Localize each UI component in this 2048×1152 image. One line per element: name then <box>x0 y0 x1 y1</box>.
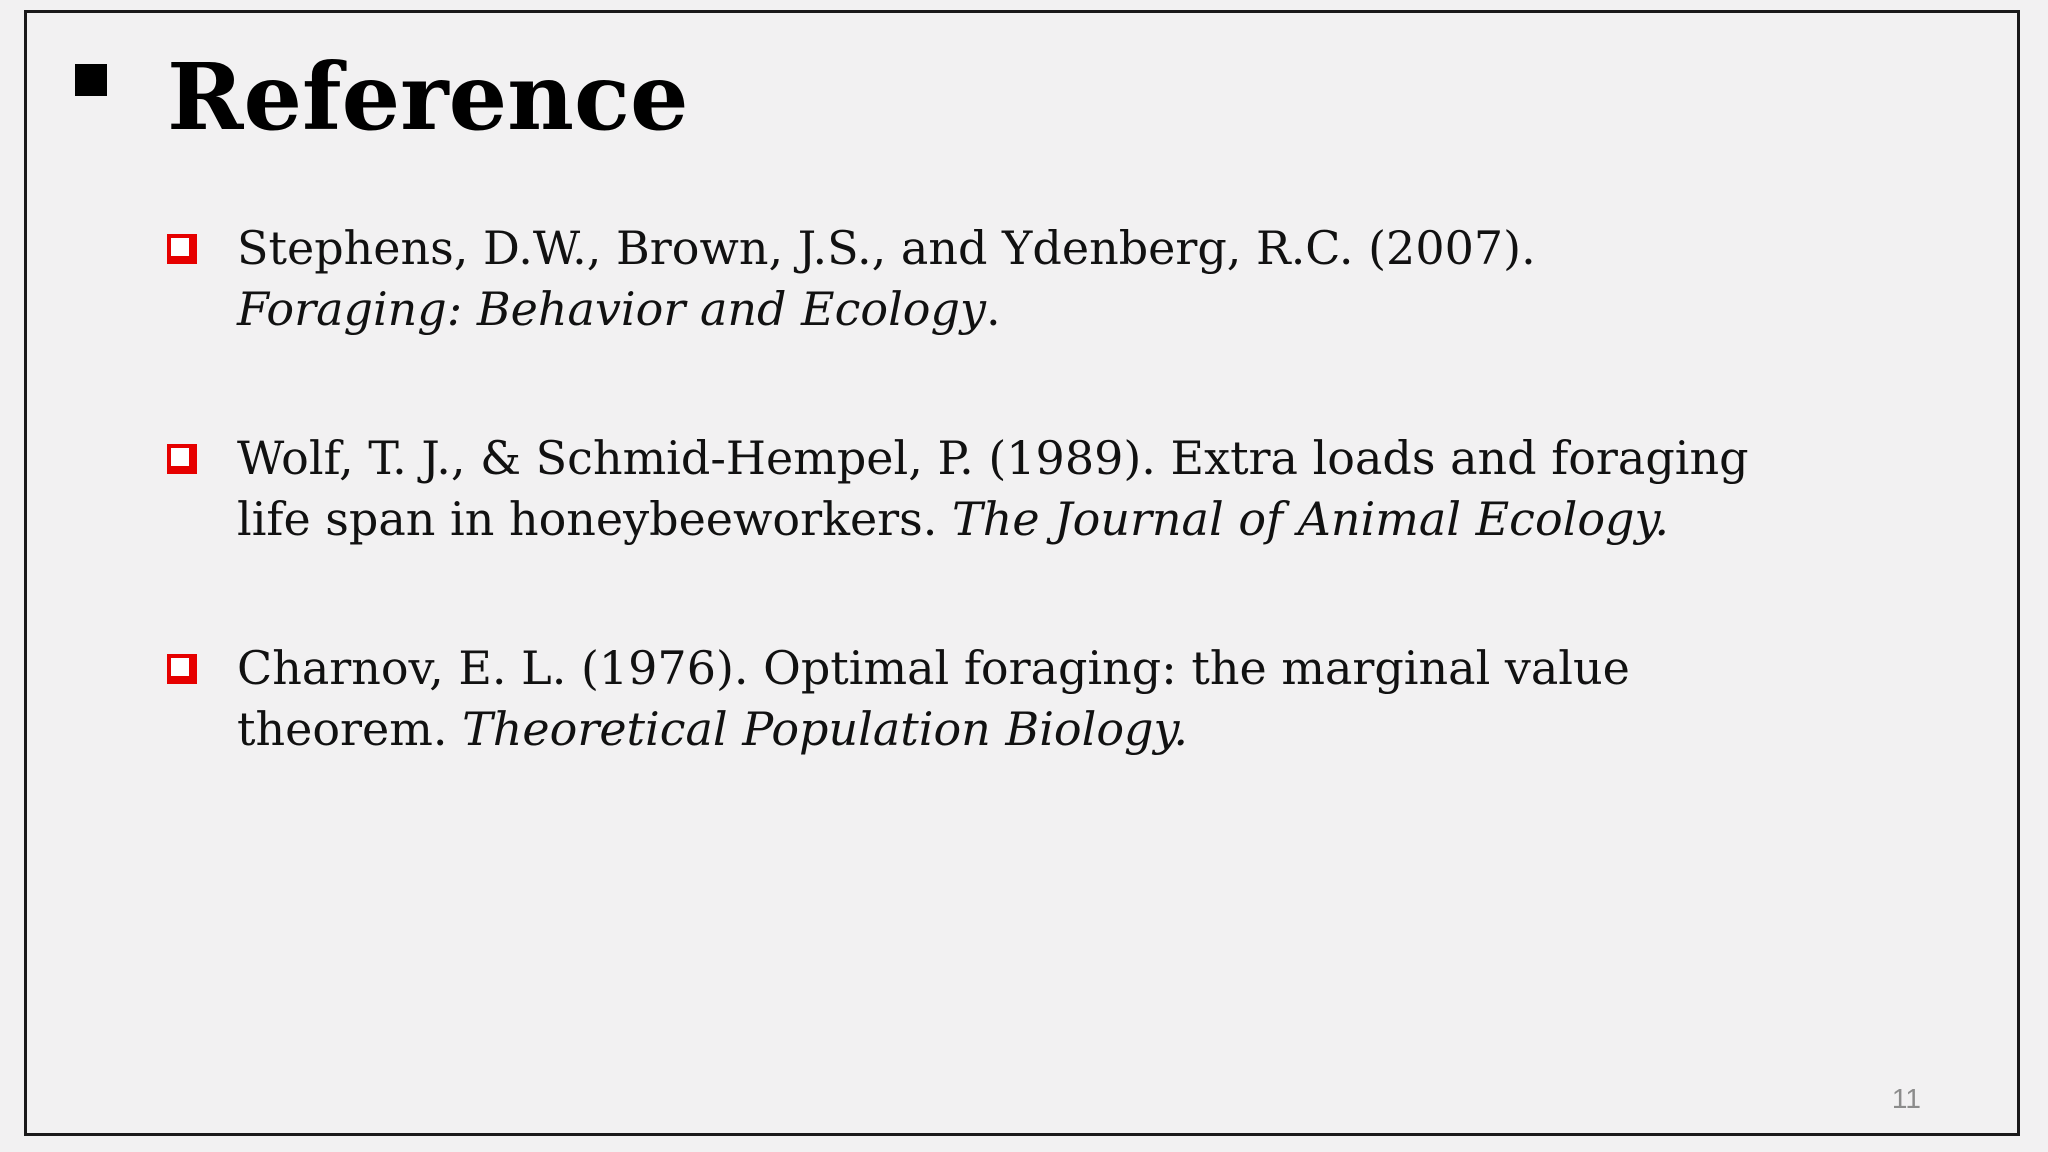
reference-text: Charnov, E. L. (1976). Optimal foraging: the marginal value <box>237 641 1630 695</box>
reference-text: Stephens, D.W., Brown, J.S., and Ydenberg, R.C. (2007). <box>237 221 1536 275</box>
checkbox-bullet-icon <box>167 444 197 474</box>
reference-item <box>167 428 1987 550</box>
square-bullet-icon <box>75 64 107 96</box>
reference-journal: Theoretical Population Biology. <box>462 702 1188 756</box>
reference-list <box>167 218 1987 848</box>
checkbox-bullet-icon <box>167 234 197 264</box>
reference-journal-suffix: . <box>985 282 1001 336</box>
slide-title: Reference <box>167 43 689 151</box>
reference-journal: The Journal of Animal Ecology. <box>952 492 1669 546</box>
reference-source-line <box>237 699 1987 760</box>
reference-text-continued: life span in honeybeeworkers. <box>237 492 953 546</box>
reference-item <box>167 218 1987 340</box>
slide <box>24 10 2020 1136</box>
reference-source-line <box>237 489 1987 550</box>
page-number: 11 <box>1891 1083 1921 1114</box>
reference-text-continued: theorem. <box>237 702 463 756</box>
reference-source-line <box>237 279 1987 340</box>
reference-text: Wolf, T. J., & Schmid-Hempel, P. (1989). Extra loads and foraging <box>237 431 1749 485</box>
reference-journal: Foraging: Behavior and Ecology <box>237 282 986 336</box>
reference-item <box>167 638 1987 760</box>
checkbox-bullet-icon <box>167 654 197 684</box>
